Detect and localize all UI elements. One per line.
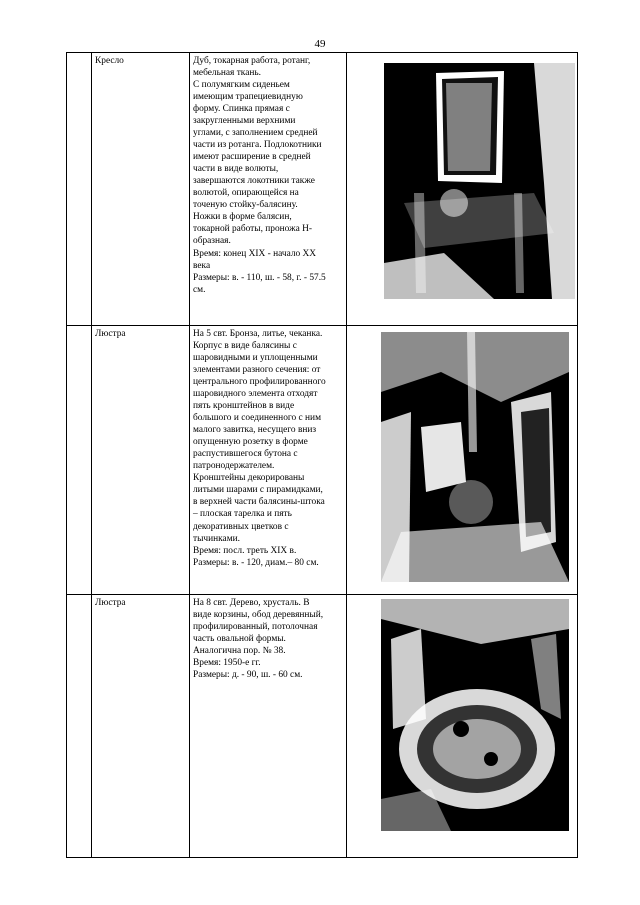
item-name: Люстра — [92, 595, 190, 858]
catalog-table — [66, 52, 578, 858]
table-row — [67, 595, 578, 858]
description-line: мебельная ткань. — [193, 68, 261, 79]
item-description — [190, 53, 347, 326]
description-line: часть овальной формы. — [193, 634, 286, 645]
description-line: Аналогична пор. № 38. — [193, 646, 286, 657]
description-line: На 5 свт. Бронза, литье, чеканка. — [193, 329, 323, 339]
item-description — [190, 326, 347, 595]
description-line: форму. Спинка прямая с — [193, 104, 290, 115]
description-line: профилированный, потолочная — [193, 622, 318, 633]
description-line: шаровидными и уплощенными — [193, 353, 318, 364]
description-line: элементами разного сечения: от — [193, 365, 321, 376]
description-line: Дуб, токарная работа, ротанг, — [193, 56, 311, 66]
description-line: Размеры: в. - 110, ш. - 58, г. - 57.5 — [193, 272, 326, 283]
description-line: Ножки в форме балясин, — [193, 212, 292, 223]
crystal-chandelier-photo — [381, 599, 569, 831]
item-name: Люстра — [92, 326, 190, 595]
description-line: С полумягким сиденьем — [193, 80, 290, 91]
photo-cell — [347, 53, 578, 326]
description-line: литыми шарами с пирамидками, — [193, 485, 323, 496]
table-row — [67, 53, 578, 326]
photo-cell — [347, 326, 578, 595]
description-line: см. — [193, 284, 206, 295]
description-line: закругленными верхними — [193, 116, 296, 127]
description-line: части в виде волюты, — [193, 164, 279, 175]
item-description — [190, 595, 347, 858]
description-line: виде корзины, обод деревянный, — [193, 610, 324, 621]
description-line: Время: конец XIX - начало XX — [193, 248, 317, 259]
description-line: имеющим трапециевидную — [193, 92, 303, 103]
description-line: Корпус в виде балясины с — [193, 341, 297, 352]
armchair-photo — [384, 63, 575, 299]
description-line: имеют расширение в средней — [193, 152, 311, 163]
description-line: На 8 свт. Дерево, хрусталь. В — [193, 598, 310, 608]
photo-cell — [347, 595, 578, 858]
description-line: центрального профилированного — [193, 377, 326, 388]
description-line: патронодержателем. — [193, 461, 275, 472]
description-line: большого и соединенного с ним — [193, 413, 321, 424]
description-line: Время: посл. треть XIX в. — [193, 545, 297, 556]
description-line: Размеры: в. - 120, диам.– 80 см. — [193, 557, 319, 568]
description-line: малого завитка, несущего вниз — [193, 425, 317, 436]
description-line: опущенную розетку в форме — [193, 437, 308, 448]
row-number-cell — [67, 326, 92, 595]
description-line: – плоская тарелка и пять — [193, 509, 292, 520]
bronze-chandelier-photo — [381, 332, 569, 582]
description-line: пять кронштейнов в виде — [193, 401, 295, 412]
description-line: токарной работы, проножа Н- — [193, 224, 312, 235]
description-line: века — [193, 260, 211, 271]
description-line: точеную стойку-балясину. — [193, 200, 298, 211]
table-row — [67, 326, 578, 595]
description-line: волютой, опирающейся на — [193, 188, 299, 199]
description-line: образная. — [193, 236, 231, 247]
description-line: Размеры: д. - 90, ш. - 60 см. — [193, 670, 303, 681]
description-line: Кронштейны декорированы — [193, 473, 305, 484]
description-line: распустившегося бутона с — [193, 449, 298, 460]
page-number: 49 — [314, 38, 326, 50]
description-line: декоративных цветков с — [193, 521, 289, 532]
description-line: Время: 1950-е гг. — [193, 658, 261, 669]
description-line: тычинками. — [193, 533, 241, 544]
description-line: части из ротанга. Подлокотники — [193, 140, 322, 151]
row-number-cell — [67, 595, 92, 858]
description-line: завершаются локотники также — [193, 176, 315, 187]
description-line: в верхней части балясины-штока — [193, 497, 325, 508]
description-line: углами, с заполнением средней — [193, 128, 318, 139]
item-name: Кресло — [92, 53, 190, 326]
description-line: шаровидного элемента отходят — [193, 389, 318, 400]
row-number-cell — [67, 53, 92, 326]
